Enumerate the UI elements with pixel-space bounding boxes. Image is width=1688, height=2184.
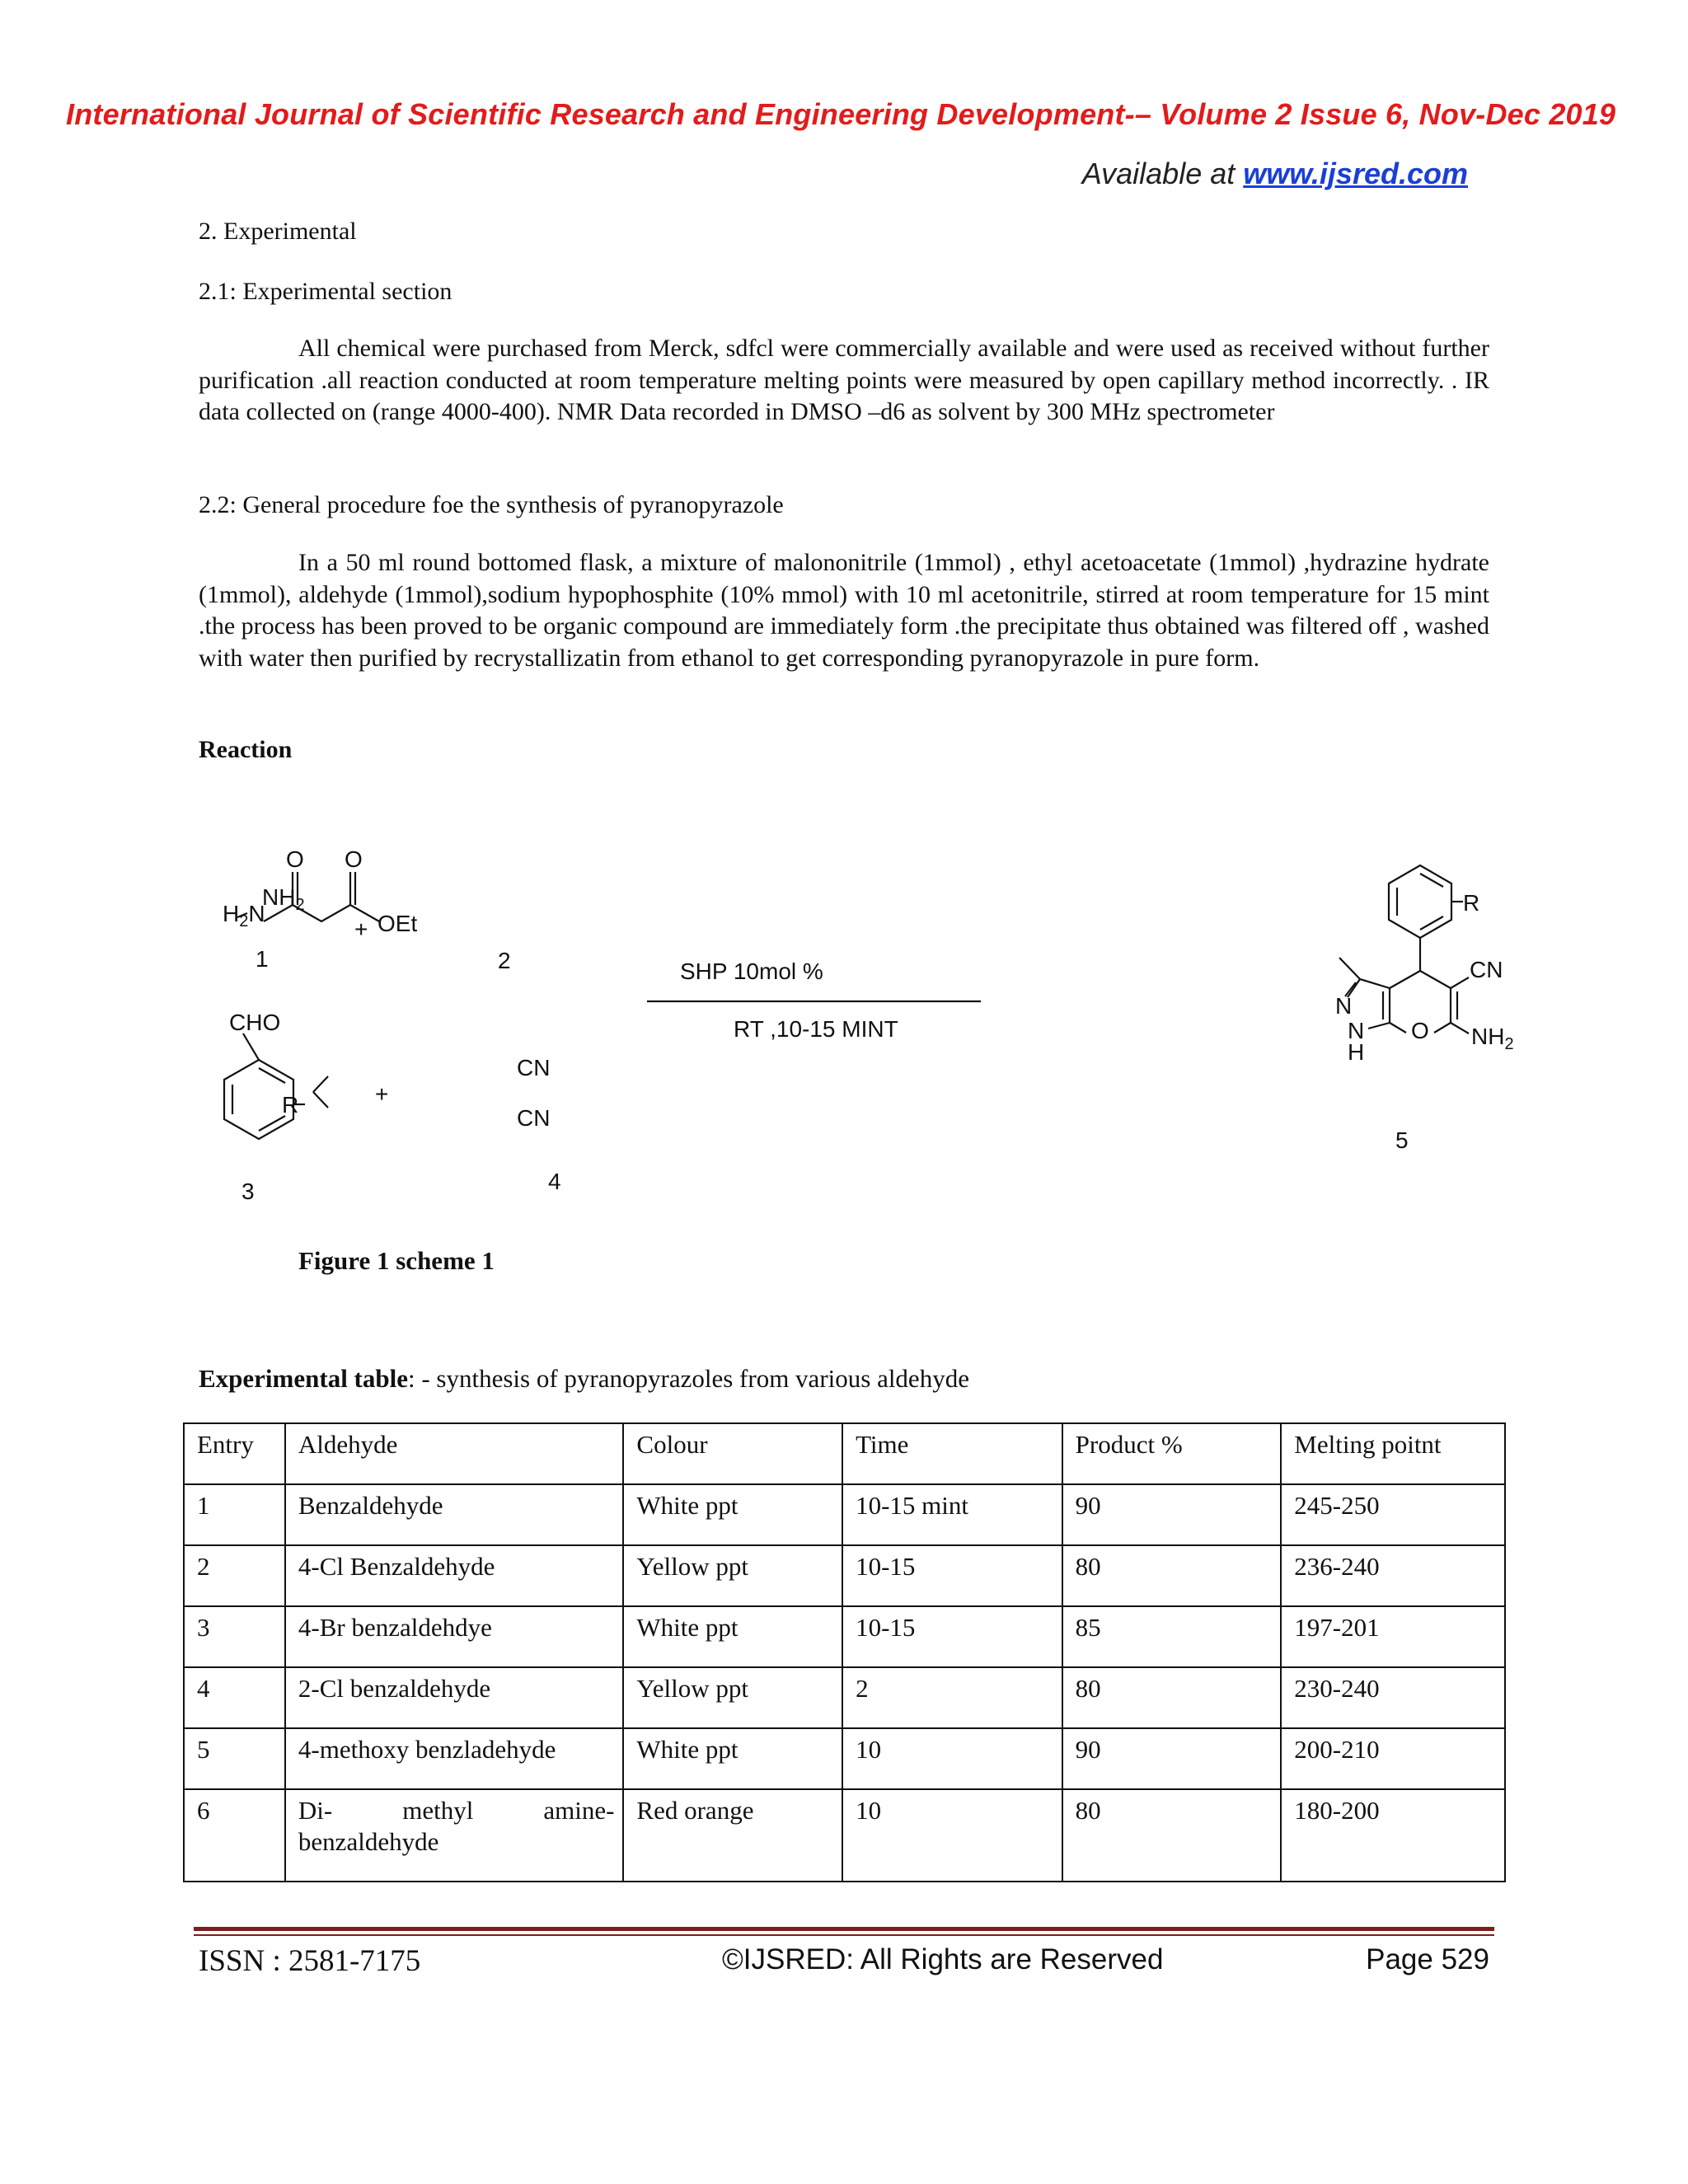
cell-product: 80 [1062,1545,1282,1606]
hydrazine-nh2: $NH_2$ [262,884,305,914]
table-row [184,1484,1505,1545]
aldehyde-bond [243,1033,259,1060]
benzaldehyde-r: R [282,1092,299,1118]
aldehyde-cho: CHO [229,1010,281,1035]
nitrile-upper: CN [517,1055,551,1080]
table-row [184,1667,1505,1728]
paragraph-materials: All chemical were purchased from Merck, sdfcl were commercially available and were used as received without further purification .all reaction conducted at room temperature melting points were measured by open capillary method incorrectly. . IR data collected on (range 4000-400). NMR Data recorded in DMSO –d6 as solvent by 300 MHz spectrometer [199,335,1489,425]
cell-aldehyde: 4-Br benzaldehdye [285,1606,624,1667]
header-aldehyde: Aldehyde [285,1423,624,1484]
footer-divider [194,1927,1494,1931]
cell-entry: 4 [184,1667,285,1728]
cell-time: 10-15 mint [842,1484,1062,1545]
cell-melting-point: 230-240 [1281,1667,1505,1728]
cell-product: 80 [1062,1667,1282,1728]
cell-product: 90 [1062,1728,1282,1789]
ketone-oxygen: O [286,846,304,872]
product-aryl-ring [1389,865,1451,938]
footer-divider-thin [194,1934,1494,1936]
cell-melting-point: 200-210 [1281,1728,1505,1789]
subsection-heading-experimental-section: 2.1: Experimental section [199,278,452,305]
cell-time: 10-15 [842,1606,1062,1667]
conditions-temperature: RT ,10-15 MINT [734,1016,898,1042]
cell-time: 10-15 [842,1545,1062,1606]
table-title [199,1364,969,1394]
cell-colour: White ppt [623,1606,842,1667]
cell-time: 10 [842,1728,1062,1789]
experimental-table [183,1422,1506,1882]
table-row [184,1545,1505,1606]
product-cn: CN [1470,957,1503,982]
plus-sign: + [354,916,368,942]
cell-aldehyde: Di- methyl amine- benzaldehyde [285,1789,624,1882]
footer-page-number: Page 529 [1366,1943,1489,1975]
cell-aldehyde: 2-Cl benzaldehyde [285,1667,624,1728]
subsection-heading-general-procedure: 2.2: General procedure foe the synthesis of pyranopyrazole [199,491,784,518]
cell-aldehyde: 4-methoxy benzladehyde [285,1728,624,1789]
malononitrile-bond-upper [313,1076,328,1092]
table-row [184,1789,1505,1882]
plus-sign-2: + [375,1081,389,1107]
header-entry: Entry [184,1423,285,1484]
cell-product: 90 [1062,1484,1282,1545]
header-melting-point: Melting poitnt [1281,1423,1505,1484]
compound-label-2-text: 2 [498,948,511,973]
pyrazole-n: N [1335,993,1353,1019]
product-nh2: $NH_2$ [1471,1024,1514,1053]
compound-label-5: 5 [1395,1127,1409,1153]
reaction-heading: Reaction [199,736,293,763]
cell-melting-point: 236-240 [1281,1545,1505,1606]
header-time: Time [842,1423,1062,1484]
cell-colour: White ppt [623,1484,842,1545]
footer-copyright: ©IJSRED: All Rights are Reserved [722,1943,1164,1975]
cell-entry: 6 [184,1789,285,1882]
header-product: Product % [1062,1423,1282,1484]
cell-colour: Yellow ppt [623,1667,842,1728]
available-prefix: Available at [1081,157,1244,190]
cyano-bond [1451,977,1469,988]
cell-entry: 3 [184,1606,285,1667]
pyrazole-nh: N [1348,1018,1365,1043]
section-heading-experimental: 2. Experimental [199,218,357,245]
website-link[interactable]: www.ijsred.com [1243,157,1468,190]
compound-label-1: 1 [256,946,269,972]
ethoxy-group: OEt [377,911,418,936]
cell-melting-point: 180-200 [1281,1789,1505,1882]
conditions-catalyst: SHP 10mol % [680,958,823,984]
cell-melting-point: 245-250 [1281,1484,1505,1545]
cell-time: 2 [842,1667,1062,1728]
cell-aldehyde: 4-Cl Benzaldehyde [285,1545,624,1606]
cell-colour: Yellow ppt [623,1545,842,1606]
figure-caption: Figure 1 scheme 1 [298,1246,495,1275]
cell-melting-point: 197-201 [1281,1606,1505,1667]
malononitrile-bond-lower [313,1092,328,1108]
journal-header: International Journal of Scientific Research and Engineering Development-– Volume 2 Issue 6, Nov-Dec 2019 [66,97,1616,131]
product-r: R [1463,890,1480,916]
hydrazine-h2n: $H_2N$ [223,901,265,930]
header-colour: Colour [623,1423,842,1484]
compound-label-4: 4 [548,1169,561,1194]
cell-entry: 5 [184,1728,285,1789]
table-row [184,1728,1505,1789]
table-title-rest: : - synthesis of pyranopyrazoles from various aldehyde [408,1364,969,1393]
cell-aldehyde: Benzaldehyde [285,1484,624,1545]
amino-bond [1451,1023,1469,1033]
footer-issn: ISSN : 2581-7175 [199,1944,421,1978]
table-header-row [184,1423,1505,1484]
cell-entry: 1 [184,1484,285,1545]
pyrazole-h: H [1348,1039,1365,1065]
cell-colour: White ppt [623,1728,842,1789]
compound-label-3: 3 [241,1179,255,1204]
paragraph-procedure: In a 50 ml round bottomed flask, a mixture of malononitrile (1mmol) , ethyl acetoacetate (1mmol) ,hydrazine hydrate (1mmol), aldehyde (1mmol),sodium hypophosphite (10% mmol) with 10 ml acetonitrile, stirred at room temperature for 15 mint .the process has been proved to be organic compound are immediately form .the precipitate thus obtained was filtered off , washed with water then purified by recrystallizatin from ethanol to get corresponding pyranopyrazole in pure form. [199,549,1489,672]
table-title-bold: Experimental table [199,1364,408,1393]
methyl-bond [1339,958,1360,979]
cell-product: 85 [1062,1606,1282,1667]
cell-time: 10 [842,1789,1062,1882]
cell-entry: 2 [184,1545,285,1606]
nitrile-lower: CN [517,1105,551,1131]
cell-product: 80 [1062,1789,1282,1882]
pyran-oxygen: O [1411,1018,1429,1043]
cell-colour: Red orange [623,1789,842,1882]
reaction-scheme [190,832,1514,1212]
table-row [184,1606,1505,1667]
availability-line [1082,157,1468,191]
ester-oxygen: O [345,846,363,872]
